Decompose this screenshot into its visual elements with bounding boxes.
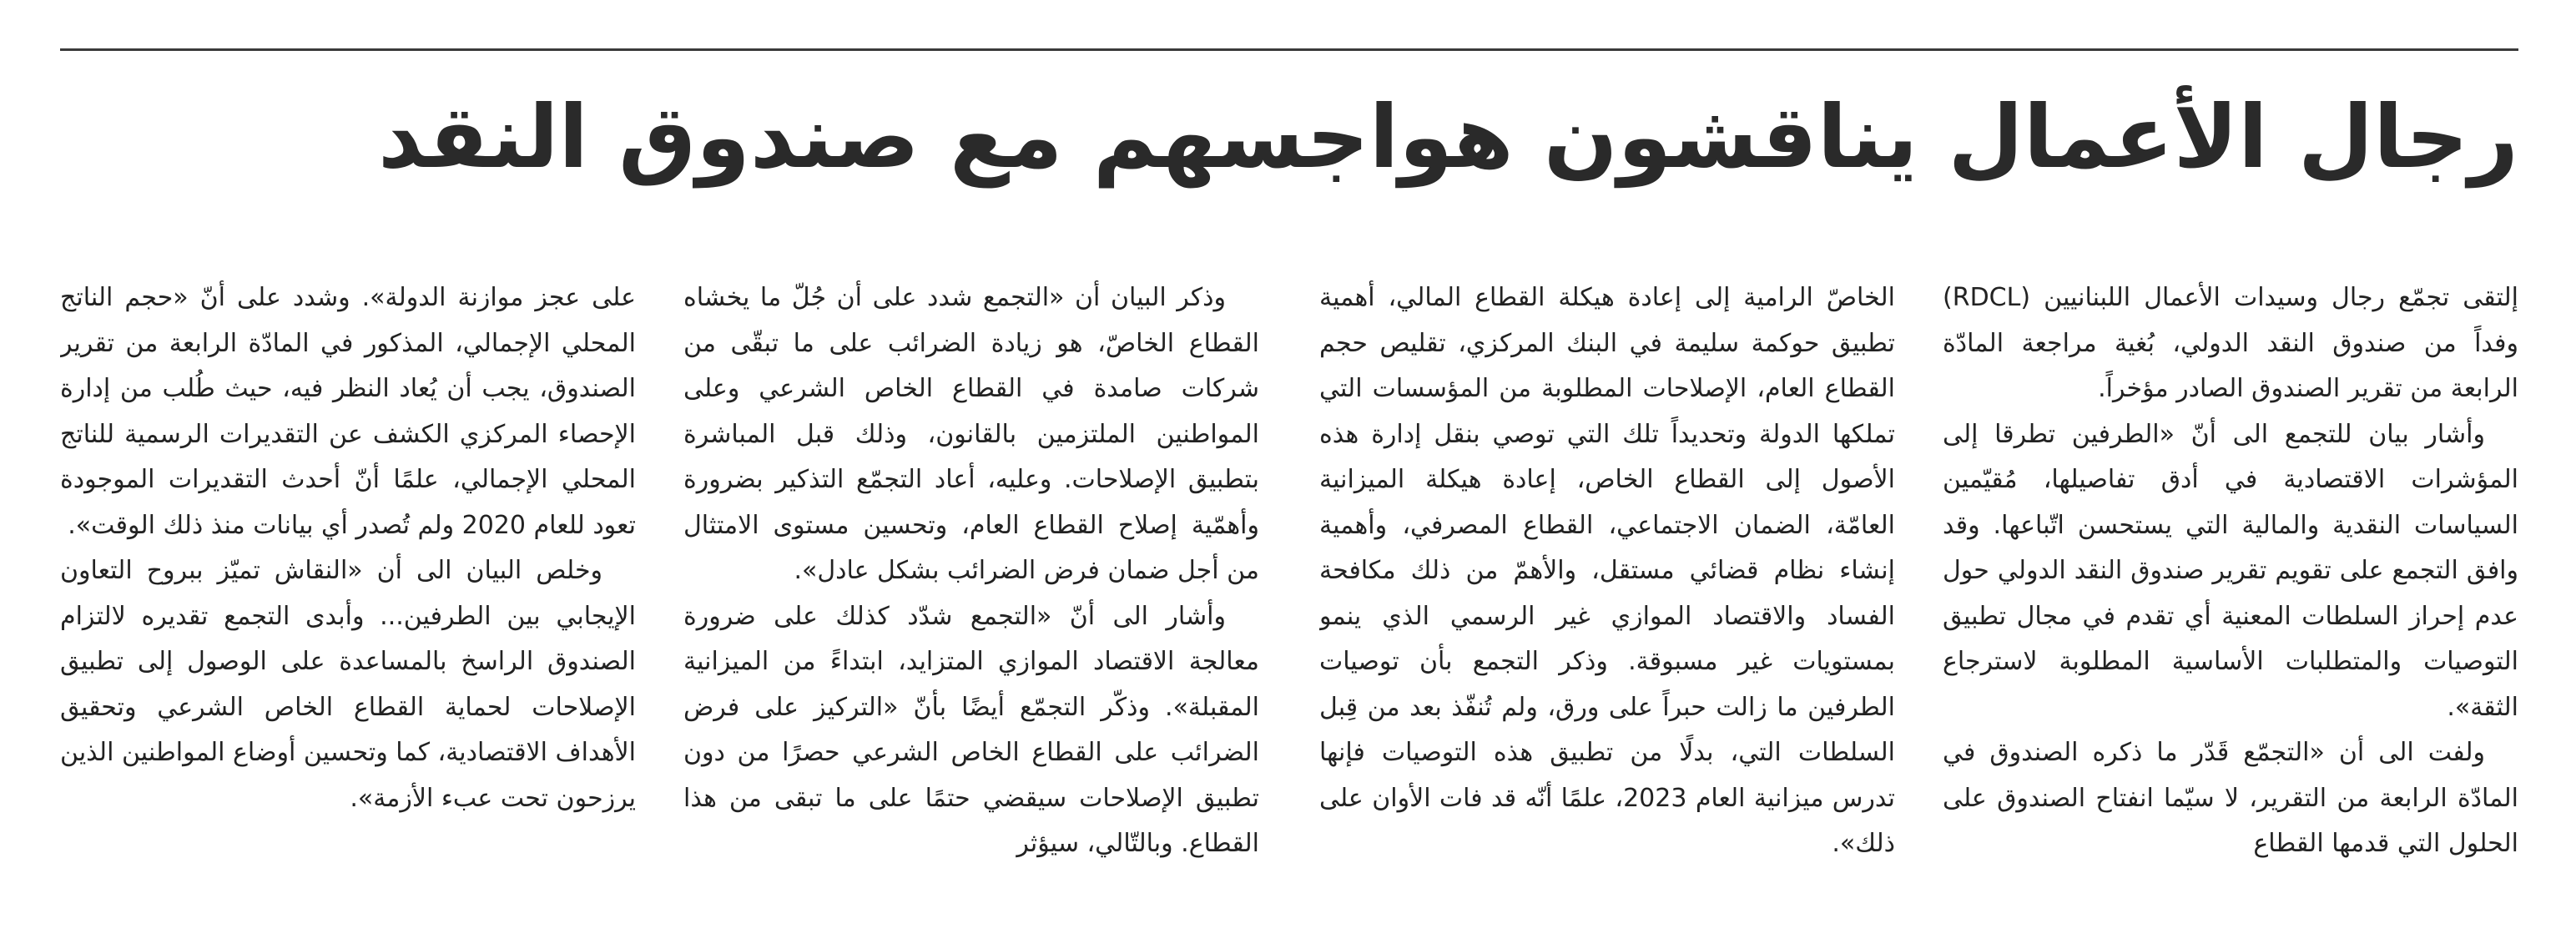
paragraph: وأشار الى أنّ «التجمع شدّد كذلك على ضرورة معالجة الاقتصاد الموازي المتزايد، ابتداءً من الميزانية المقبلة». وذكّر التجمّع أيضًا بأنّ «التركيز على فرض الضرائب على القطاع الخاص الشرعي حصرًا من دون تطبيق الإصلاحات سيقضي حتمًا على ما تبقى من هذا القطاع. وبالتّالي، سيؤثر [683,601,1259,858]
article-column-3 [683,275,1259,926]
paragraph: إلتقى تجمّع رجال وسيدات الأعمال اللبنانيين (RDCL) وفداً من صندوق النقد الدولي، بُغية مراجعة المادّة الرابعة من تقرير الصندوق الصادر مؤخراً. [1943,283,2518,403]
paragraph: ولفت الى أن «التجمّع قَدّر ما ذكره الصندوق في المادّة الرابعة من التقرير، لا سيّما انفتاح الصندوق على الحلول التي قدمها القطاع [1943,738,2518,858]
paragraph: وخلص البيان الى أن «النقاش تميّز ببروح التعاون الإيجابي بين الطرفين... وأبدى التجمع تقديره لالتزام الصندوق الراسخ بالمساعدة على الوصول إلى تطبيق الإصلاحات لحماية القطاع الخاص الشرعي وتحقيق الأهداف الاقتصادية، كما وتحسين أوضاع المواطنين الذين يرزحون تحت عبء الأزمة». [60,556,636,813]
top-rule [60,48,2518,51]
article-column-1 [1943,275,2518,926]
paragraph: الخاصّ الرامية إلى إعادة هيكلة القطاع المالي، أهمية تطبيق حوكمة سليمة في البنك المركزي، تقليص حجم القطاع العام، الإصلاحات المطلوبة من المؤسسات التي تملكها الدولة وتحديداً تلك التي توصي بنقل إدارة هذه الأصول إلى القطاع الخاص، إعادة هيكلة الميزانية العامّة، الضمان الاجتماعي، القطاع المصرفي، وأهمية إنشاء نظام قضائي مستقل، والأهمّ من ذلك مكافحة الفساد والاقتصاد الموازي غير الرسمي الذي ينمو بمستويات غير مسبوقة. وذكر التجمع بأن توصيات الطرفين ما زالت حبراً على ورق، ولم تُنفّذ بعد من قِبل السلطات التي، بدلًا من تطبيق هذه التوصيات فإنها تدرس ميزانية العام 2023، علمًا أنّه قد فات الأوان على ذلك». [1319,283,1895,858]
paragraph: وذكر البيان أن «التجمع شدد على أن جُلّ ما يخشاه القطاع الخاصّ، هو زيادة الضرائب على ما تبقّى من شركات صامدة في القطاع الخاص الشرعي وعلى المواطنين الملتزمين بالقانون، وذلك قبل المباشرة بتطبيق الإصلاحات. وعليه، أعاد التجمّع التذكير بضرورة وأهمّية إصلاح القطاع العام، وتحسين مستوى الامتثال من أجل ضمان فرض الضرائب بشكل عادل». [683,283,1259,585]
headline: رجال الأعمال يناقشون هواجسهم مع صندوق النقد [377,86,2518,188]
article-column-4 [60,275,636,926]
paragraph: وأشار بيان للتجمع الى أنّ «الطرفين تطرقا إلى المؤشرات الاقتصادية في أدق تفاصيلها، مُقيّمين السياسات النقدية والمالية التي يستحسن اتّباعها. وقد وافق التجمع على تقويم تقرير صندوق النقد الدولي حول عدم إحراز السلطات المعنية أي تقدم في مجال تطبيق التوصيات والمتطلبات الأساسية المطلوبة لاسترجاع الثقة». [1943,419,2518,722]
paragraph: على عجز موازنة الدولة». وشدد على أنّ «حجم الناتج المحلي الإجمالي، المذكور في المادّة الرابعة من تقرير الصندوق، يجب أن يُعاد النظر فيه، حيث طُلب من إدارة الإحصاء المركزي الكشف عن التقديرات الرسمية للناتج المحلي الإجمالي، علمًا أنّ أحدث التقديرات الموجودة تعود للعام 2020 ولم تُصدر أي بيانات منذ ذلك الوقت». [60,283,636,540]
article-column-2 [1319,275,1895,926]
